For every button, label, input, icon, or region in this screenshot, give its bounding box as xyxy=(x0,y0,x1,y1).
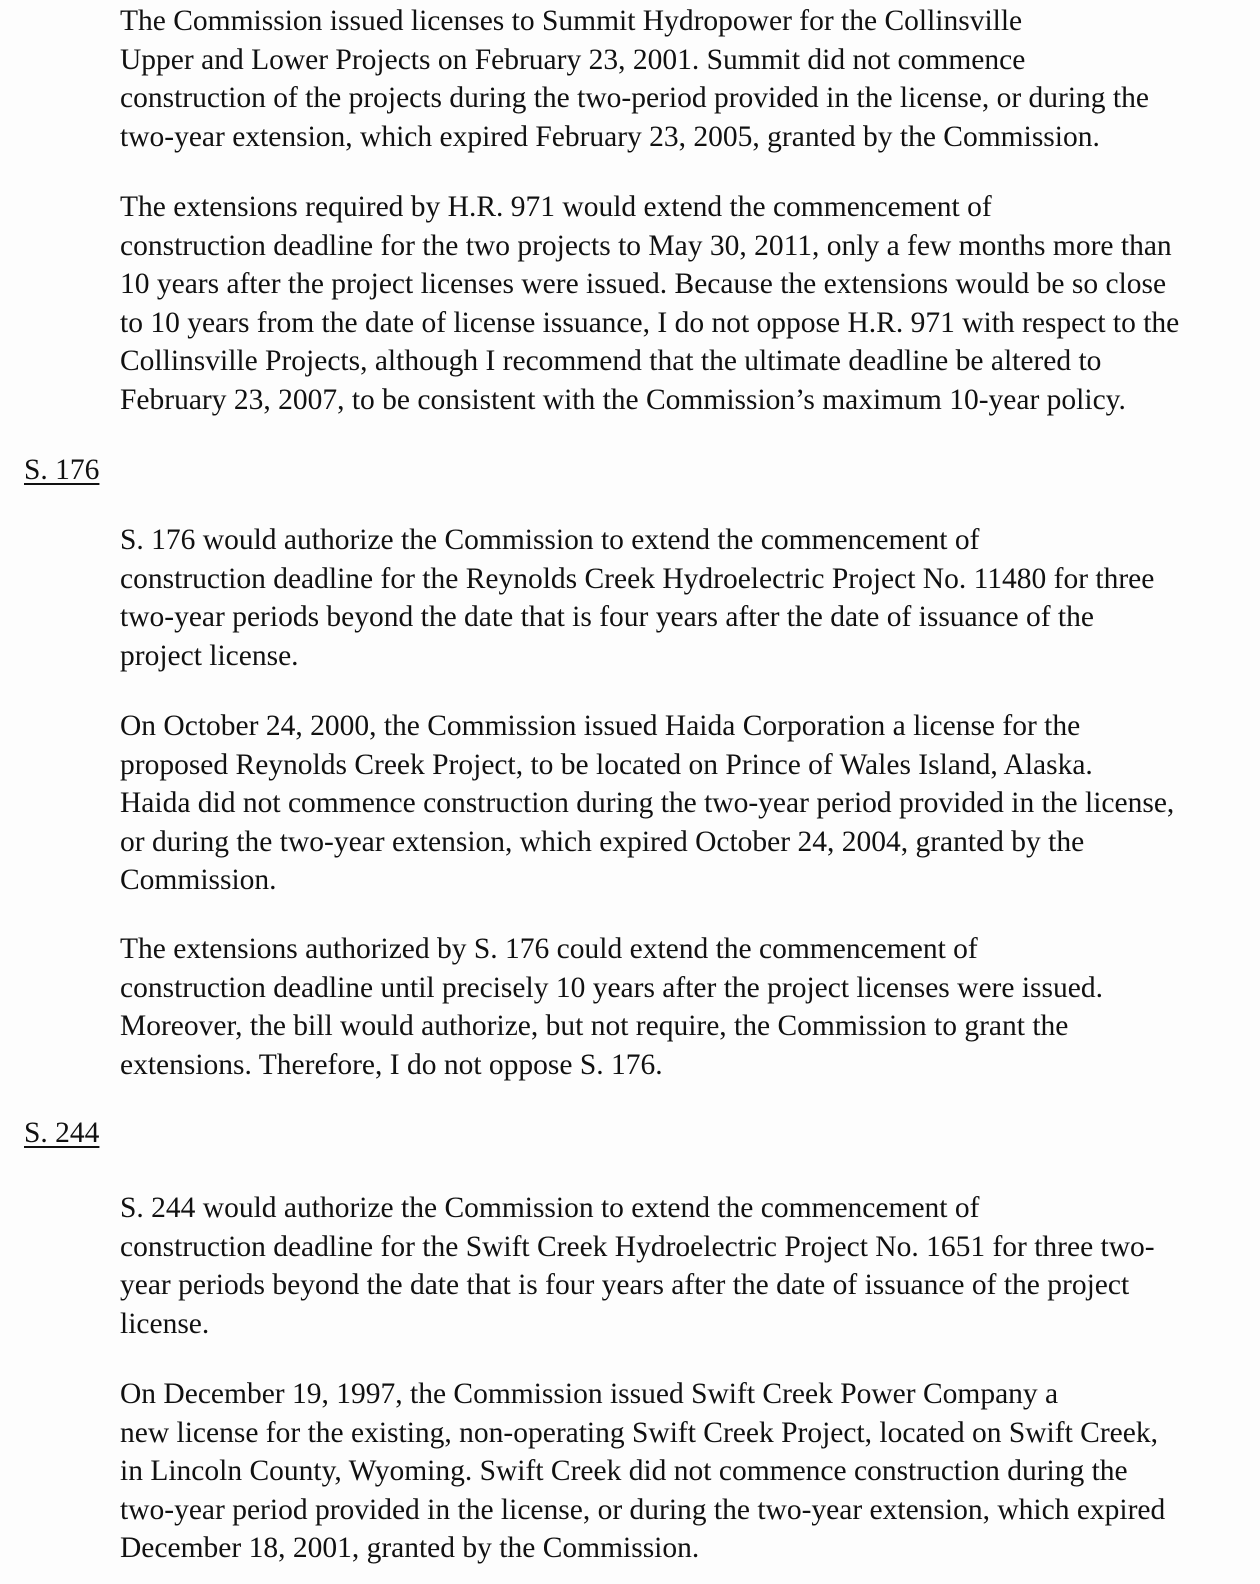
text-line: construction deadline until precisely 10 years after the project licenses were issued. xyxy=(120,971,1103,1004)
text-line: year periods beyond the date that is four years after the date of issuance of the project xyxy=(120,1269,1130,1301)
text-line: December 18, 2001, granted by the Commission. xyxy=(120,1532,700,1564)
text-line: two-year period provided in the license, or during the two-year extension, which expired xyxy=(120,1493,1166,1526)
text-line: construction of the projects during the two-period provided in the license, or during the xyxy=(120,82,1149,114)
text-line: The extensions required by H.R. 971 would extend the commencement of xyxy=(120,191,992,223)
text-line: Commission. xyxy=(120,864,277,896)
text-line: Upper and Lower Projects on February 23, 2001. Summit did not commence xyxy=(120,43,1026,76)
section-heading-text: S. 244 xyxy=(24,1117,100,1149)
text-line: Moreover, the bill would authorize, but not require, the Commission to grant the xyxy=(120,1010,1069,1042)
text-line: Haida did not commence construction during the two-year period provided in the license, xyxy=(120,787,1175,819)
text-line: February 23, 2007, to be consistent with the Commission’s maximum 10-year policy. xyxy=(120,383,1126,416)
text-line: new license for the existing, non-operating Swift Creek Project, located on Swift Creek, xyxy=(120,1416,1158,1449)
text-line: Collinsville Projects, although I recommend that the ultimate deadline be altered to xyxy=(120,345,1102,377)
text-line: On October 24, 2000, the Commission issued Haida Corporation a license for the xyxy=(120,710,1081,742)
text-line: 10 years after the project licenses were issued. Because the extensions would be so close xyxy=(120,268,1167,300)
section-heading-s176 xyxy=(24,451,1250,490)
paragraph-collinsville-licenses xyxy=(24,2,1250,156)
text-line: construction deadline for the Swift Creek Hydroelectric Project No. 1651 for three two- xyxy=(120,1230,1155,1263)
paragraph-s176-authorization xyxy=(24,521,1250,675)
text-line: On December 19, 1997, the Commission issued Swift Creek Power Company a xyxy=(120,1378,1059,1410)
text-line: construction deadline for the two projects to May 30, 2011, only a few months more than xyxy=(120,229,1172,262)
text-line: The extensions authorized by S. 176 could extend the commencement of xyxy=(120,933,978,965)
paragraph-s244-authorization xyxy=(24,1189,1250,1343)
text-line: S. 244 would authorize the Commission to extend the commencement of xyxy=(120,1192,980,1224)
paragraph-swift-creek-license xyxy=(24,1375,1250,1568)
text-line: project license. xyxy=(120,639,299,672)
text-line: to 10 years from the date of license issuance, I do not oppose H.R. 971 with respect to the xyxy=(120,306,1180,339)
paragraph-s176-extensions xyxy=(24,930,1250,1084)
text-line: or during the two-year extension, which expired October 24, 2004, granted by the xyxy=(120,825,1085,858)
text-line: S. 176 would authorize the Commission to extend the commencement of xyxy=(120,524,980,556)
text-line: two-year extension, which expired February 23, 2005, granted by the Commission. xyxy=(120,120,1100,153)
text-line: extensions. Therefore, I do not oppose S. 176. xyxy=(120,1048,663,1081)
section-heading-s244 xyxy=(24,1114,1250,1153)
text-line: in Lincoln County, Wyoming. Swift Creek did not commence construction during the xyxy=(120,1455,1128,1487)
text-line: The Commission issued licenses to Summit Hydropower for the Collinsville xyxy=(120,5,1023,37)
paragraph-hr971-extensions xyxy=(24,188,1250,419)
text-line: license. xyxy=(120,1307,210,1340)
paragraph-haida-license xyxy=(24,707,1250,900)
section-heading-text: S. 176 xyxy=(24,454,100,486)
text-line: construction deadline for the Reynolds Creek Hydroelectric Project No. 11480 for three xyxy=(120,562,1155,595)
text-line: two-year periods beyond the date that is four years after the date of issuance of the xyxy=(120,601,1094,633)
text-line: proposed Reynolds Creek Project, to be located on Prince of Wales Island, Alaska. xyxy=(120,748,1093,781)
